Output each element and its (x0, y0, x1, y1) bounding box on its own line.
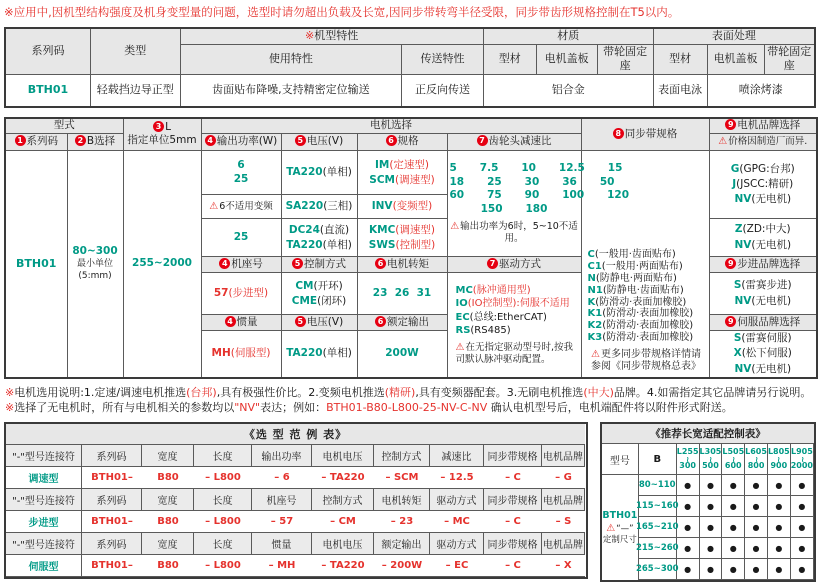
example-header-cell: 同步带规格 (484, 533, 542, 555)
fit-grid (635, 444, 814, 580)
example-header-cell: 电机品牌 (542, 533, 585, 555)
badge-6: 6 (375, 316, 386, 327)
warning-icon: ⚠ (455, 341, 465, 353)
header-voltage: 5 电压(V) (281, 134, 357, 151)
warning-icon: ⚠ (718, 136, 728, 148)
header-rated-output: 6 额定输出 (357, 315, 447, 331)
example-header-cell: "-"型号连接符 (6, 489, 82, 511)
badge-4: 4 (219, 258, 230, 269)
l-range-value: 255~2000 (123, 151, 201, 378)
fit-dot: ● (722, 559, 745, 580)
fit-dot: ● (791, 475, 814, 496)
badge-8: 8 (613, 128, 624, 139)
drive-warning: ⚠在无指定驱动型号时,按我司默认脉冲驱动配置。 (455, 341, 573, 365)
badge-9: 9 (725, 119, 736, 130)
example-header-cell: 同步带规格 (484, 489, 542, 511)
application-note: ※应用中,因机型结构强度及机身变型量的问题，选型时请勿超出负载及长宽,因同步带转弯半径受限，同步带齿形规格控制在T5以内。 (4, 5, 680, 19)
servo-voltage-cell: TA220(单相) (281, 331, 357, 378)
note-line-2: ※选择了无电机时，所有与电机相关的参数均以"NV"表达；例如：BTH01-B80-L800-25-NV-C-NV 确认电机型号后，电机端配件将以附件形式附送。 (5, 400, 733, 414)
selection-table (4, 117, 818, 379)
header-drive-mode: 7 驱动方式 (447, 257, 581, 273)
fit-dot: ● (745, 559, 768, 580)
badge-7: 7 (487, 258, 498, 269)
fit-dot: ● (722, 517, 745, 538)
fit-header-model: 型号 (602, 444, 638, 475)
servo-inertia-cell: MH(伺服型) (201, 331, 281, 378)
badge-5: 5 (295, 135, 306, 146)
fit-dot: ● (745, 538, 768, 559)
example-header-cell: 同步带规格 (484, 445, 542, 467)
example-header-cell: 电机电压 (312, 445, 374, 467)
header-motor-torque: 6 电机转矩 (357, 257, 447, 273)
example-row-label: 调速型 (6, 467, 82, 489)
fit-dot: ● (722, 496, 745, 517)
spec-cell: KMC(调速型) SWS(控制型) (357, 219, 447, 257)
fit-b-range: 215~260 (639, 538, 677, 559)
badge-3: 3 (153, 121, 164, 132)
fit-dot: ● (700, 475, 723, 496)
fit-b-range: 115~160 (639, 496, 677, 517)
header-profile-2: 型材 (653, 45, 707, 75)
transfer-feature-value: 正反向传送 (402, 74, 483, 107)
fit-dot: ● (745, 475, 768, 496)
fit-dot: ● (768, 538, 791, 559)
example-header-cell: 机座号 (252, 489, 312, 511)
example-table-title: 《选 型 范 例 表》 (6, 424, 585, 445)
example-value-row: BTH01– B80 – L800 – 6 – TA220 – SCM – 12.5 – C – G (82, 467, 585, 489)
range-separator: ~ (797, 455, 807, 463)
header-use-feature: 使用特性 (180, 45, 402, 75)
fit-dot: ● (700, 538, 723, 559)
header-type: 类型 (90, 28, 180, 74)
brand-item: NV(无电机) (734, 193, 792, 206)
header-pulley-seat-2: 带轮固定座 (764, 45, 815, 75)
example-header-cell: 额定输出 (374, 533, 430, 555)
fit-dot: ● (722, 475, 745, 496)
badge-5: 5 (295, 316, 306, 327)
voltage-cell: SA220(三相) (281, 195, 357, 219)
header-frame-no: 4 机座号 (201, 257, 281, 273)
fit-header-l: L305 ~ 500 (700, 444, 723, 475)
surface-profile-value: 表面电泳 (653, 74, 707, 107)
example-row-label: 步进型 (6, 511, 82, 533)
gear-ratio-line: 18 25 30 36 50 (449, 175, 615, 188)
example-row-label: 伺服型 (6, 555, 82, 577)
belt-spec-item: N1(防静电·齿面贴布) (587, 284, 684, 296)
example-header-cell: 系列码 (82, 445, 142, 467)
badge-2: 2 (75, 135, 86, 146)
fit-dot: ● (700, 496, 723, 517)
use-feature-value: 齿面贴布降噪,支持精密定位输送 (180, 74, 402, 107)
fit-b-range: 265~300 (639, 559, 677, 580)
example-table (4, 422, 588, 579)
header-output-power: 4 输出功率(W) (201, 134, 281, 151)
badge-4: 4 (225, 316, 236, 327)
warning-icon: ⚠ (606, 523, 616, 535)
fit-header-l: L805 ~ 900 (768, 444, 791, 475)
gear-ratio-cell (447, 151, 630, 257)
example-header-cell: 长度 (194, 489, 252, 511)
badge-1: 1 (15, 135, 26, 146)
badge-9: 9 (725, 316, 736, 327)
fit-dot: ● (791, 496, 814, 517)
range-separator: ~ (683, 455, 693, 463)
torque-cell: 23 26 31 (357, 273, 447, 315)
surface-paint-value: 喷涂烤漆 (707, 74, 815, 107)
fit-b-range: 80~110 (639, 475, 677, 496)
header-spec: 6 规格 (357, 134, 447, 151)
badge-6: 6 (375, 258, 386, 269)
type-value: 轻载挡边导正型 (90, 74, 180, 107)
header-model-group: 型式 (5, 118, 123, 134)
example-header-cell: 长度 (194, 445, 252, 467)
header-gear-ratio: 7 齿轮头减速比 (447, 134, 581, 151)
brand-ac-cell (709, 151, 817, 219)
example-header-cell: 电机电压 (312, 533, 374, 555)
header-b-select: 2 B选择 (67, 134, 123, 151)
belt-spec-item: K3(防滑动·表面加橡胶) (587, 331, 694, 343)
spec-cell: IM(定速型) SCM(调速型) (357, 151, 447, 195)
voltage-cell: DC24(直流) TA220(单相) (281, 219, 357, 257)
gear-ratio-line: 150 180 (480, 202, 548, 215)
fit-dot: ● (677, 517, 700, 538)
gear-ratio-line: 5 7.5 10 12.5 15 (449, 161, 623, 174)
gear-ratio-list (449, 161, 630, 217)
example-header-cell: 宽度 (142, 533, 194, 555)
fit-b-range: 165~210 (639, 517, 677, 538)
header-voltage-2: 5 电压(V) (281, 315, 357, 331)
badge-5: 5 (292, 258, 303, 269)
example-header-cell: 驱动方式 (430, 533, 484, 555)
note-line-1: ※电机选用说明:1.定速/调速电机推选(台邦),具有极强性价比。2.变频电机推选(精研),具有变频器配套。3.无刷电机推选(中大)品牌。4.如需指定其它品牌请另行说明。 (5, 385, 812, 399)
warning-icon: ⚠ (591, 348, 600, 360)
overview-table (4, 27, 816, 108)
fit-dot: ● (722, 538, 745, 559)
brand-item: NV(无电机) (734, 294, 792, 307)
example-header-cell: "-"型号连接符 (6, 533, 82, 555)
header-stepper-brand: 9 步进品牌选择 (709, 257, 817, 273)
header-motor-group: 电机选择 (201, 118, 581, 134)
header-profile: 型材 (483, 45, 536, 75)
drive-mode-cell: MC(脉冲通用型) IO(IO控制型):伺服不适用 EC(总线:EtherCAT) RS(RS485) ⚠在无指定驱动型号时,按我司默认脉冲驱动配置。 (447, 273, 581, 378)
belt-spec-item: C(一般用·齿面贴布) (587, 249, 676, 261)
belt-spec-list (588, 249, 705, 343)
fit-dot: ● (768, 559, 791, 580)
example-header-cell: 电机品牌 (542, 445, 585, 467)
brand-item: Z(ZD:中大) (734, 223, 791, 236)
belt-spec-item: C1(一般用·两面贴布) (587, 261, 683, 273)
header-transfer-feature: 传送特性 (402, 45, 483, 75)
fit-dot: ● (745, 517, 768, 538)
fit-custom-warning: ⚠“—” (606, 523, 634, 535)
example-value-row: BTH01– B80 – L800 – MH – TA220 – 200W – EC – C – X (82, 555, 585, 577)
example-header-cell: 电机转矩 (374, 489, 430, 511)
example-header-cell: 减速比 (430, 445, 484, 467)
header-motor-brand: 9 电机品牌选择 (709, 118, 817, 134)
fit-header-l: L255 ~ 300 (677, 444, 700, 475)
fit-header-l: L905 ~ 2000 (791, 444, 814, 475)
brand-item: NV(无电机) (734, 238, 792, 251)
example-header-cell: 电机品牌 (542, 489, 585, 511)
fit-dot: ● (700, 559, 723, 580)
brand-item: NV(无电机) (734, 362, 792, 375)
fit-dot: ● (768, 475, 791, 496)
brand-item: S(雷赛伺服) (733, 332, 792, 345)
asterisk-mark: ※ (305, 29, 315, 43)
example-header-cell: "-"型号连接符 (6, 445, 82, 467)
b-select-value: 80~300 最小单位 (5:mm) (67, 151, 123, 378)
fit-dot: ● (768, 496, 791, 517)
header-control-mode: 5 控制方式 (281, 257, 357, 273)
fit-dot: ● (677, 496, 700, 517)
stepper-frame-cell: 57(步进型) (201, 273, 281, 315)
badge-9: 9 (725, 258, 736, 269)
header-series: 系列码 (5, 28, 90, 74)
range-separator: ~ (728, 455, 738, 463)
belt-spec-item: K2(防滑动·表面加橡胶) (587, 320, 694, 332)
fit-header-l: L505 ~ 600 (722, 444, 745, 475)
brand-item: J(JSCC:精研) (732, 177, 794, 190)
header-series-code: 1 系列码 (5, 134, 67, 151)
fit-dot: ● (791, 517, 814, 538)
badge-7: 7 (477, 135, 488, 146)
fit-dot: ● (677, 475, 700, 496)
header-belt-spec: 8 同步带规格 (581, 118, 709, 151)
power-cell: 25 (201, 219, 281, 257)
motor-selection-notes (5, 385, 816, 415)
example-header-cell: 长度 (194, 533, 252, 555)
brand-item: G(GPG:台邦) (730, 162, 795, 175)
spec-cell: INV(变频型) (357, 195, 447, 219)
voltage-cell: TA220(单相) (281, 151, 357, 195)
example-header-cell: 惯量 (252, 533, 312, 555)
rated-output-cell: 200W (357, 331, 447, 378)
brand-item: S(雷赛步进) (733, 279, 792, 292)
header-pulley-seat: 带轮固定座 (597, 45, 653, 75)
example-value-row: BTH01– B80 – L800 – 57 – CM – 23 – MC – C – S (82, 511, 585, 533)
badge-4: 4 (205, 135, 216, 146)
example-header-cell: 驱动方式 (430, 489, 484, 511)
belt-spec-item: N(防静电·两面贴布) (587, 272, 677, 284)
header-surface-group: 表面处理 (653, 28, 815, 45)
header-motor-cover-2: 电机盖板 (707, 45, 764, 75)
warning-icon: ⚠ (209, 200, 219, 212)
example-header-cell: 宽度 (142, 489, 194, 511)
example-header-cell: 输出功率 (252, 445, 312, 467)
header-feature-group: ※机型特性 (180, 28, 483, 45)
header-length: 3 L 指定单位5mm (123, 118, 201, 151)
fit-model-column (602, 444, 639, 580)
example-header-cell: 系列码 (82, 489, 142, 511)
fit-model-cell: BTH01 ⚠“—” 定制尺寸 (602, 509, 638, 546)
brand-servo-cell (709, 331, 817, 378)
example-header-cell: 宽度 (142, 445, 194, 467)
fit-dot: ● (677, 559, 700, 580)
belt-spec-item: K(防滑动·表面加橡胶) (587, 296, 687, 308)
belt-spec-item: K1(防滑动·表面加橡胶) (587, 308, 694, 320)
fit-header-b: B (639, 444, 677, 475)
header-motor-cover: 电机盖板 (536, 45, 597, 75)
gear-ratio-line: 60 75 90 100 120 (449, 189, 630, 202)
range-separator: ~ (705, 455, 715, 463)
brand-dc-cell (709, 219, 817, 257)
header-servo-brand: 9 伺服品牌选择 (709, 315, 817, 331)
range-separator: ~ (751, 455, 761, 463)
fit-dot: ● (768, 517, 791, 538)
fit-dot: ● (700, 517, 723, 538)
fit-table-title: 《推荐长宽适配控制表》 (602, 424, 814, 444)
power-cell: 6 25 (201, 151, 281, 195)
example-header-cell: 控制方式 (374, 445, 430, 467)
badge-6: 6 (386, 135, 397, 146)
series-code-value: BTH01 (5, 151, 67, 378)
series-code: BTH01 (5, 74, 90, 107)
example-header-cell: 控制方式 (312, 489, 374, 511)
range-separator: ~ (774, 455, 784, 463)
control-mode-cell: CM(开环) CME(闭环) (281, 273, 357, 315)
brand-price-warning: ⚠价格因制造厂而异. (709, 134, 817, 151)
example-header-cell: 系列码 (82, 533, 142, 555)
power-warning-cell: ⚠6不适用变频 (201, 195, 281, 219)
fit-dot: ● (677, 538, 700, 559)
fit-dot: ● (791, 538, 814, 559)
fit-dot: ● (745, 496, 768, 517)
belt-warning: ⚠更多同步带规格详情请参阅《同步带规格总表》 (591, 348, 701, 372)
warning-icon: ⚠ (450, 220, 460, 232)
size-fit-table (600, 422, 816, 582)
fit-header-l: L605 ~ 800 (745, 444, 768, 475)
gear-warning: ⚠输出功率为6时，5~10不适用。 (450, 220, 578, 244)
brand-item: X(松下伺服) (733, 347, 792, 360)
header-material-group: 材质 (483, 28, 653, 45)
header-inertia: 4 惯量 (201, 315, 281, 331)
fit-dot: ● (791, 559, 814, 580)
brand-stepper-cell (709, 273, 817, 315)
material-value: 铝合金 (483, 74, 653, 107)
